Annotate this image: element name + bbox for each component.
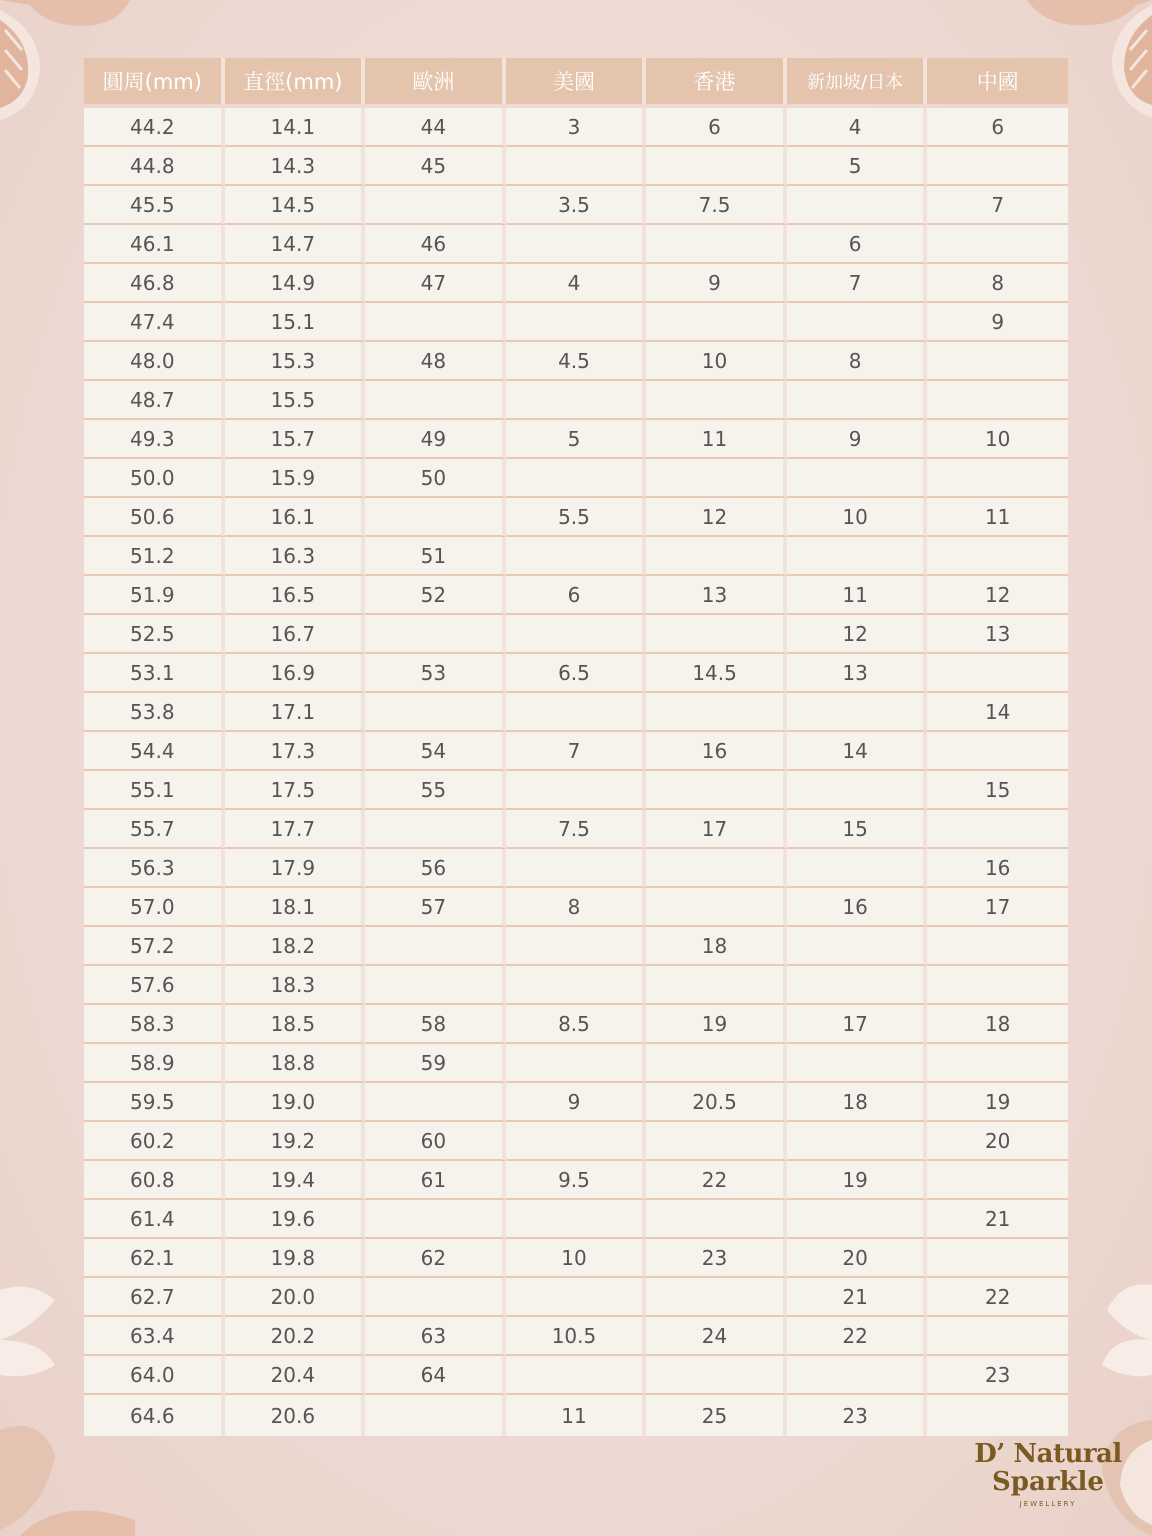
table-row [84, 576, 1068, 615]
table-cell: 7 [927, 186, 1068, 225]
table-cell [927, 342, 1068, 381]
table-cell: 62 [365, 1239, 506, 1278]
table-cell [927, 1395, 1068, 1436]
table-row [84, 1044, 1068, 1083]
table-cell: 53.1 [84, 654, 225, 693]
table-cell: 57 [365, 888, 506, 927]
table-cell: 49 [365, 420, 506, 459]
table-cell: 3.5 [506, 186, 647, 225]
table-cell: 17 [787, 1005, 928, 1044]
table-cell [365, 186, 506, 225]
table-cell [927, 225, 1068, 264]
header-hong-kong: 香港 [646, 58, 787, 104]
table-cell: 16 [646, 732, 787, 771]
table-cell: 58 [365, 1005, 506, 1044]
table-cell: 15.1 [225, 303, 366, 342]
table-cell [787, 1044, 928, 1083]
table-cell [506, 225, 647, 264]
table-cell: 6.5 [506, 654, 647, 693]
header-china: 中國 [927, 58, 1068, 104]
table-cell [646, 888, 787, 927]
table-row [84, 225, 1068, 264]
table-body [84, 108, 1068, 1436]
table-cell: 15.3 [225, 342, 366, 381]
table-cell [787, 693, 928, 732]
table-cell: 60.8 [84, 1161, 225, 1200]
table-cell: 51 [365, 537, 506, 576]
table-cell: 61.4 [84, 1200, 225, 1239]
table-cell [365, 927, 506, 966]
header-singapore-japan: 新加坡/日本 [787, 58, 928, 104]
header-diameter: 直徑(mm) [225, 58, 366, 104]
table-cell: 17 [927, 888, 1068, 927]
table-cell [506, 1200, 647, 1239]
table-cell [365, 1083, 506, 1122]
table-row [84, 849, 1068, 888]
table-cell: 15 [927, 771, 1068, 810]
table-cell [646, 1122, 787, 1161]
table-cell: 58.3 [84, 1005, 225, 1044]
table-cell: 25 [646, 1395, 787, 1436]
table-cell: 16.7 [225, 615, 366, 654]
table-cell: 11 [646, 420, 787, 459]
table-cell: 14.5 [225, 186, 366, 225]
table-cell: 64.0 [84, 1356, 225, 1395]
table-row [84, 888, 1068, 927]
table-cell: 60.2 [84, 1122, 225, 1161]
table-cell [646, 771, 787, 810]
table-cell: 18 [787, 1083, 928, 1122]
table-cell [646, 966, 787, 1005]
table-cell: 54.4 [84, 732, 225, 771]
table-header-row [84, 58, 1068, 104]
table-cell [787, 1356, 928, 1395]
table-cell: 8 [506, 888, 647, 927]
table-cell: 63 [365, 1317, 506, 1356]
table-cell [927, 927, 1068, 966]
table-cell [506, 537, 647, 576]
table-cell: 8.5 [506, 1005, 647, 1044]
table-cell [787, 1122, 928, 1161]
table-cell: 64 [365, 1356, 506, 1395]
table-cell [646, 459, 787, 498]
table-cell: 13 [646, 576, 787, 615]
table-cell: 57.0 [84, 888, 225, 927]
table-cell: 44.8 [84, 147, 225, 186]
table-cell: 12 [646, 498, 787, 537]
table-cell [927, 732, 1068, 771]
table-cell: 48.0 [84, 342, 225, 381]
table-row [84, 1317, 1068, 1356]
table-cell: 46.1 [84, 225, 225, 264]
table-cell: 20.6 [225, 1395, 366, 1436]
table-cell: 18.1 [225, 888, 366, 927]
table-cell: 64.6 [84, 1395, 225, 1436]
table-cell: 18 [646, 927, 787, 966]
table-cell [506, 615, 647, 654]
table-cell: 63.4 [84, 1317, 225, 1356]
table-cell [927, 966, 1068, 1005]
table-cell [787, 927, 928, 966]
table-cell [927, 1161, 1068, 1200]
table-row [84, 1239, 1068, 1278]
table-cell: 48 [365, 342, 506, 381]
table-cell: 7.5 [646, 186, 787, 225]
table-cell: 18.3 [225, 966, 366, 1005]
table-cell: 62.1 [84, 1239, 225, 1278]
table-cell [927, 537, 1068, 576]
table-cell: 14 [927, 693, 1068, 732]
table-cell: 10 [506, 1239, 647, 1278]
table-cell [365, 498, 506, 537]
table-cell: 48.7 [84, 381, 225, 420]
table-cell [506, 459, 647, 498]
brand-logo [968, 1440, 1128, 1530]
table-cell: 55 [365, 771, 506, 810]
table-cell: 18.8 [225, 1044, 366, 1083]
table-cell: 51.2 [84, 537, 225, 576]
table-cell: 50.0 [84, 459, 225, 498]
header-usa: 美國 [506, 58, 647, 104]
table-cell: 18 [927, 1005, 1068, 1044]
table-row [84, 108, 1068, 147]
table-cell: 22 [927, 1278, 1068, 1317]
table-cell [506, 147, 647, 186]
table-cell: 16.3 [225, 537, 366, 576]
table-cell [927, 147, 1068, 186]
table-cell [927, 810, 1068, 849]
table-cell: 17.7 [225, 810, 366, 849]
table-cell [787, 303, 928, 342]
table-cell: 56.3 [84, 849, 225, 888]
table-cell: 18.5 [225, 1005, 366, 1044]
table-cell: 16.1 [225, 498, 366, 537]
table-cell [787, 186, 928, 225]
table-cell [646, 1356, 787, 1395]
table-cell: 62.7 [84, 1278, 225, 1317]
table-cell [787, 459, 928, 498]
table-cell [646, 1044, 787, 1083]
table-cell: 16.5 [225, 576, 366, 615]
table-cell: 19 [787, 1161, 928, 1200]
table-cell [506, 1278, 647, 1317]
table-cell [927, 459, 1068, 498]
ring-size-table-container [84, 58, 1068, 1434]
table-row [84, 966, 1068, 1005]
table-cell: 17.9 [225, 849, 366, 888]
table-cell: 23 [787, 1395, 928, 1436]
table-row [84, 771, 1068, 810]
table-row [84, 1083, 1068, 1122]
table-cell: 12 [927, 576, 1068, 615]
table-cell: 53.8 [84, 693, 225, 732]
table-cell: 22 [787, 1317, 928, 1356]
table-cell [365, 1200, 506, 1239]
table-row [84, 537, 1068, 576]
table-cell: 5 [506, 420, 647, 459]
table-cell: 14 [787, 732, 928, 771]
table-row [84, 1122, 1068, 1161]
table-cell: 12 [787, 615, 928, 654]
table-cell [365, 1278, 506, 1317]
table-cell [646, 225, 787, 264]
table-cell: 45.5 [84, 186, 225, 225]
table-cell [646, 537, 787, 576]
table-cell: 7 [506, 732, 647, 771]
table-cell: 49.3 [84, 420, 225, 459]
table-cell: 10.5 [506, 1317, 647, 1356]
table-cell: 20 [787, 1239, 928, 1278]
table-cell: 3 [506, 108, 647, 147]
header-europe: 歐洲 [365, 58, 506, 104]
table-cell: 24 [646, 1317, 787, 1356]
table-cell [365, 381, 506, 420]
table-cell [506, 1356, 647, 1395]
table-cell: 6 [927, 108, 1068, 147]
table-row [84, 693, 1068, 732]
table-row [84, 147, 1068, 186]
table-cell [927, 654, 1068, 693]
table-cell: 55.7 [84, 810, 225, 849]
table-row [84, 732, 1068, 771]
table-cell: 19.6 [225, 1200, 366, 1239]
table-cell [365, 303, 506, 342]
table-cell: 22 [646, 1161, 787, 1200]
table-cell [646, 1200, 787, 1239]
table-cell [506, 966, 647, 1005]
table-row [84, 1356, 1068, 1395]
table-cell: 20.0 [225, 1278, 366, 1317]
table-cell: 15.7 [225, 420, 366, 459]
table-cell: 61 [365, 1161, 506, 1200]
brand-logo-line2: Sparkle [992, 1467, 1104, 1497]
table-cell: 21 [927, 1200, 1068, 1239]
table-cell: 9 [506, 1083, 647, 1122]
table-row [84, 342, 1068, 381]
table-cell: 9 [646, 264, 787, 303]
table-cell: 13 [927, 615, 1068, 654]
table-row [84, 498, 1068, 537]
table-row [84, 927, 1068, 966]
table-cell: 15 [787, 810, 928, 849]
table-cell [787, 1200, 928, 1239]
table-cell: 47 [365, 264, 506, 303]
table-cell [365, 810, 506, 849]
table-cell: 19.2 [225, 1122, 366, 1161]
table-cell: 57.6 [84, 966, 225, 1005]
table-cell: 17.5 [225, 771, 366, 810]
table-cell: 13 [787, 654, 928, 693]
table-cell: 15.9 [225, 459, 366, 498]
table-cell: 8 [787, 342, 928, 381]
table-row [84, 420, 1068, 459]
table-cell: 53 [365, 654, 506, 693]
brand-logo-line3: JEWELLERY [1019, 1500, 1077, 1508]
table-cell: 10 [646, 342, 787, 381]
table-cell: 10 [787, 498, 928, 537]
table-cell: 19.0 [225, 1083, 366, 1122]
table-cell [787, 966, 928, 1005]
table-cell [506, 927, 647, 966]
table-cell: 16.9 [225, 654, 366, 693]
table-cell: 17 [646, 810, 787, 849]
table-cell: 9 [787, 420, 928, 459]
table-row [84, 381, 1068, 420]
table-cell: 44.2 [84, 108, 225, 147]
table-cell: 23 [646, 1239, 787, 1278]
table-row [84, 1278, 1068, 1317]
table-cell [927, 1317, 1068, 1356]
table-cell [646, 849, 787, 888]
table-row [84, 1005, 1068, 1044]
table-cell: 6 [787, 225, 928, 264]
table-cell [787, 849, 928, 888]
table-cell [927, 1239, 1068, 1278]
table-cell: 23 [927, 1356, 1068, 1395]
table-cell: 56 [365, 849, 506, 888]
table-cell: 50.6 [84, 498, 225, 537]
table-cell: 47.4 [84, 303, 225, 342]
table-cell [506, 303, 647, 342]
table-cell: 52 [365, 576, 506, 615]
table-cell: 50 [365, 459, 506, 498]
table-cell: 46 [365, 225, 506, 264]
table-cell: 6 [506, 576, 647, 615]
table-row [84, 654, 1068, 693]
table-cell [787, 537, 928, 576]
table-cell: 44 [365, 108, 506, 147]
table-cell: 45 [365, 147, 506, 186]
table-cell: 8 [927, 264, 1068, 303]
table-cell: 4 [506, 264, 647, 303]
table-cell: 4 [787, 108, 928, 147]
table-cell: 15.5 [225, 381, 366, 420]
table-row [84, 186, 1068, 225]
table-cell: 19.8 [225, 1239, 366, 1278]
table-cell: 59 [365, 1044, 506, 1083]
table-cell [646, 303, 787, 342]
ring-size-table [84, 58, 1068, 1436]
table-cell [506, 381, 647, 420]
table-cell: 14.5 [646, 654, 787, 693]
table-cell [365, 1395, 506, 1436]
table-cell: 14.1 [225, 108, 366, 147]
table-cell: 7 [787, 264, 928, 303]
table-cell: 16 [787, 888, 928, 927]
table-cell [506, 849, 647, 888]
table-cell: 19 [646, 1005, 787, 1044]
table-cell: 5.5 [506, 498, 647, 537]
table-cell: 10 [927, 420, 1068, 459]
table-cell [646, 147, 787, 186]
table-cell: 11 [787, 576, 928, 615]
table-cell: 6 [646, 108, 787, 147]
table-cell: 51.9 [84, 576, 225, 615]
table-cell: 9.5 [506, 1161, 647, 1200]
table-cell [787, 381, 928, 420]
table-cell: 14.3 [225, 147, 366, 186]
brand-logo-line1: D’ Natural [974, 1439, 1122, 1469]
table-cell [646, 1278, 787, 1317]
table-cell: 11 [927, 498, 1068, 537]
table-row [84, 1161, 1068, 1200]
table-cell [927, 1044, 1068, 1083]
table-cell [646, 381, 787, 420]
table-cell: 59.5 [84, 1083, 225, 1122]
table-cell: 14.9 [225, 264, 366, 303]
table-cell [506, 771, 647, 810]
table-cell: 18.2 [225, 927, 366, 966]
table-cell: 19 [927, 1083, 1068, 1122]
table-row [84, 615, 1068, 654]
table-row [84, 459, 1068, 498]
table-row [84, 1395, 1068, 1436]
header-circumference: 圓周(mm) [84, 58, 225, 104]
table-cell [365, 693, 506, 732]
table-cell: 14.7 [225, 225, 366, 264]
table-cell: 54 [365, 732, 506, 771]
table-cell: 20.5 [646, 1083, 787, 1122]
table-row [84, 303, 1068, 342]
table-cell: 60 [365, 1122, 506, 1161]
table-cell [787, 771, 928, 810]
table-cell: 17.3 [225, 732, 366, 771]
table-cell: 20.4 [225, 1356, 366, 1395]
table-cell [365, 966, 506, 1005]
table-cell [646, 615, 787, 654]
table-cell: 21 [787, 1278, 928, 1317]
table-cell: 11 [506, 1395, 647, 1436]
table-cell: 57.2 [84, 927, 225, 966]
table-cell [506, 1044, 647, 1083]
table-cell [365, 615, 506, 654]
table-cell: 58.9 [84, 1044, 225, 1083]
table-cell [646, 693, 787, 732]
table-cell [927, 381, 1068, 420]
table-cell: 19.4 [225, 1161, 366, 1200]
table-cell: 9 [927, 303, 1068, 342]
table-cell: 55.1 [84, 771, 225, 810]
table-cell: 5 [787, 147, 928, 186]
table-row [84, 264, 1068, 303]
table-cell: 46.8 [84, 264, 225, 303]
table-cell: 20.2 [225, 1317, 366, 1356]
table-cell: 20 [927, 1122, 1068, 1161]
table-cell: 7.5 [506, 810, 647, 849]
table-row [84, 810, 1068, 849]
table-cell [506, 693, 647, 732]
table-cell: 52.5 [84, 615, 225, 654]
table-cell: 4.5 [506, 342, 647, 381]
table-row [84, 1200, 1068, 1239]
table-cell: 17.1 [225, 693, 366, 732]
table-cell [506, 1122, 647, 1161]
table-cell: 16 [927, 849, 1068, 888]
